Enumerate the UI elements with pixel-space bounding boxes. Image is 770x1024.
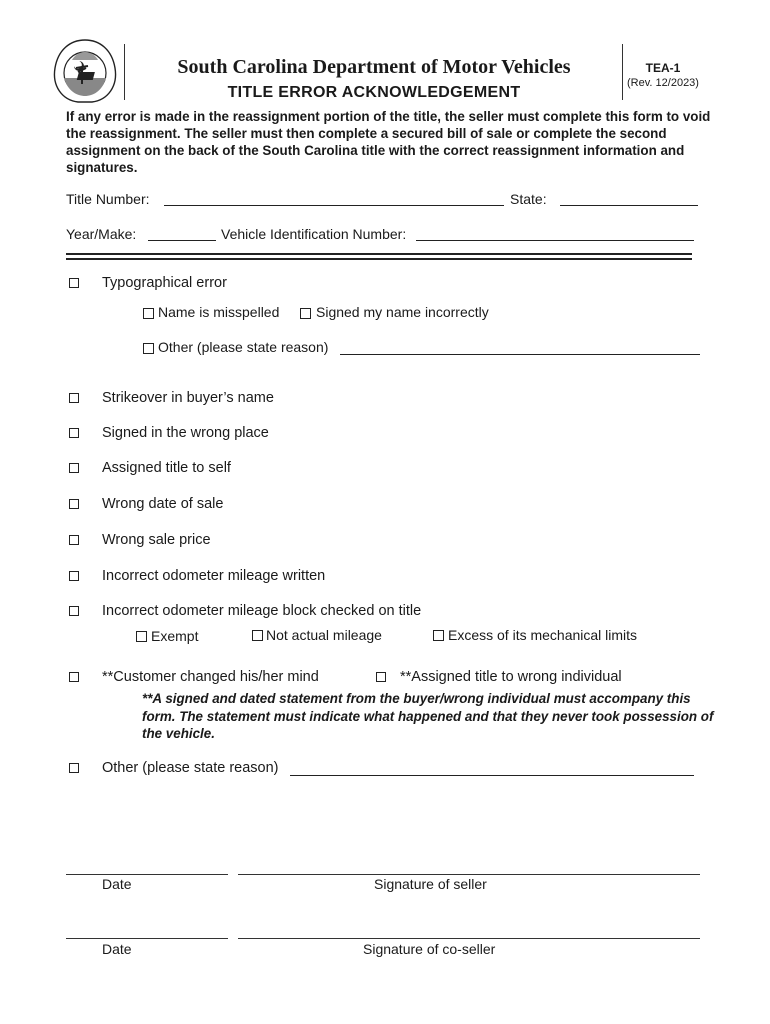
header-divider-left — [124, 44, 125, 100]
typo-other-label: Other (please state reason) — [158, 339, 329, 355]
agency-name: South Carolina Department of Motor Vehicles — [177, 56, 571, 78]
wrong-place-label: Signed in the wrong place — [102, 425, 269, 441]
header-divider-right — [622, 44, 623, 100]
signed-incorrectly-label: Signed my name incorrectly — [316, 304, 489, 320]
wrong-price-checkbox[interactable] — [69, 535, 79, 545]
co-date-label: Date — [102, 941, 132, 957]
typographical-error-label: Typographical error — [102, 275, 227, 291]
customer-changed-label: **Customer changed his/her mind — [102, 669, 319, 685]
wrong-individual-label: **Assigned title to wrong individual — [400, 669, 622, 685]
seller-signature-label: Signature of seller — [374, 876, 487, 892]
date-line[interactable] — [66, 874, 228, 875]
form-revision: (Rev. 12/2023) — [627, 77, 699, 89]
vin-field[interactable] — [416, 226, 694, 241]
seller-signature-line[interactable] — [238, 874, 700, 875]
other-label: Other (please state reason) — [102, 760, 279, 776]
date-label: Date — [102, 876, 132, 892]
form-title: TITLE ERROR ACKNOWLEDGEMENT — [227, 84, 521, 101]
name-misspelled-label: Name is misspelled — [158, 304, 280, 320]
co-date-line[interactable] — [66, 938, 228, 939]
other-checkbox[interactable] — [69, 763, 79, 773]
odometer-block-label: Incorrect odometer mileage block checked on title — [102, 603, 422, 619]
odometer-written-checkbox[interactable] — [69, 571, 79, 581]
odo-not-actual-label: Not actual mileage — [266, 627, 382, 643]
instructions-text: If any error is made in the reassignment portion of the title, the seller must complete this form to void the reassignment. The seller must then complete a secured bill of sale or complete the second assignment on the back of the South Carolina title with the correct reassignment information and signatures. — [66, 109, 711, 175]
odo-not-actual-checkbox[interactable] — [252, 630, 263, 641]
customer-changed-checkbox[interactable] — [69, 672, 79, 682]
wrong-date-checkbox[interactable] — [69, 499, 79, 509]
typo-other-checkbox[interactable] — [143, 343, 154, 354]
odometer-block-checkbox[interactable] — [69, 606, 79, 616]
odo-exempt-label: Exempt — [151, 628, 199, 644]
odometer-written-label: Incorrect odometer mileage written — [102, 568, 326, 584]
scdmv-seal-logo — [52, 38, 118, 104]
typographical-error-checkbox[interactable] — [69, 278, 79, 288]
wrong-place-checkbox[interactable] — [69, 428, 79, 438]
wrong-individual-checkbox[interactable] — [376, 672, 386, 682]
co-seller-signature-line[interactable] — [238, 938, 700, 939]
state-field[interactable] — [560, 191, 698, 206]
name-misspelled-checkbox[interactable] — [143, 308, 154, 319]
assigned-self-checkbox[interactable] — [69, 463, 79, 473]
title-number-field[interactable] — [164, 191, 504, 206]
assigned-self-label: Assigned title to self — [102, 460, 231, 476]
signed-incorrectly-checkbox[interactable] — [300, 308, 311, 319]
title-number-label: Title Number: — [66, 191, 150, 207]
odo-excess-label: Excess of its mechanical limits — [448, 627, 638, 643]
odo-excess-checkbox[interactable] — [433, 630, 444, 641]
section-divider — [66, 258, 692, 260]
state-label: State: — [510, 191, 547, 207]
wrong-price-label: Wrong sale price — [102, 532, 211, 548]
year-make-label: Year/Make: — [66, 226, 137, 242]
form-number: TEA-1 — [645, 61, 681, 75]
typo-other-reason-field[interactable] — [340, 340, 700, 355]
vin-label: Vehicle Identification Number: — [221, 226, 407, 242]
strikeover-label: Strikeover in buyer’s name — [102, 390, 274, 406]
strikeover-checkbox[interactable] — [69, 393, 79, 403]
co-seller-signature-label: Signature of co-seller — [363, 941, 496, 957]
wrong-date-label: Wrong date of sale — [102, 496, 224, 512]
odo-exempt-checkbox[interactable] — [136, 631, 147, 642]
other-reason-field[interactable] — [290, 761, 694, 776]
statement-note: **A signed and dated statement from the buyer/wrong individual must accompany this form. The statement must indicate what happened and that they never took possession of the vehicle. — [142, 691, 714, 741]
section-divider — [66, 253, 692, 255]
year-make-field[interactable] — [148, 226, 216, 241]
